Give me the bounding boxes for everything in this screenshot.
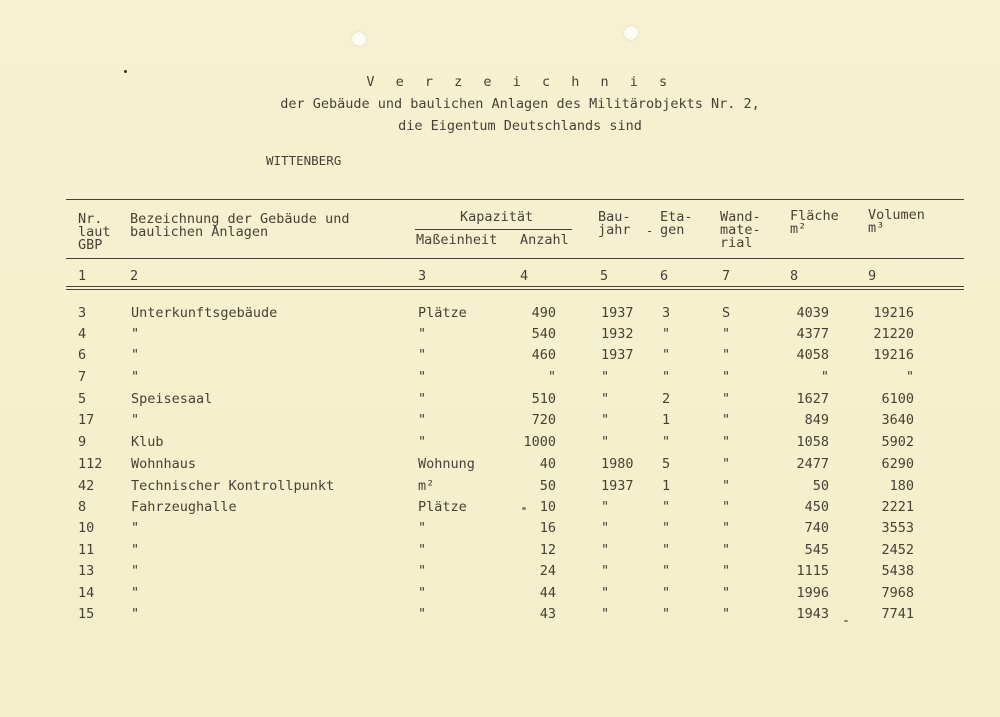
cell-etagen: 5 [662, 456, 671, 472]
cell-etagen: 3 [662, 305, 671, 321]
cell-nr: 11 [78, 542, 95, 558]
cell-masseinheit: " [418, 542, 427, 558]
cell-masseinheit: " [418, 520, 427, 536]
cell-etagen: " [662, 499, 671, 515]
cell-anzahl: 12 [539, 542, 556, 558]
cell-nr: 6 [78, 347, 87, 363]
column-number: 7 [722, 268, 731, 284]
ink-speck [844, 620, 848, 622]
column-number: 2 [130, 268, 139, 284]
column-number-rule [66, 286, 964, 287]
column-number: 9 [868, 268, 877, 284]
header-wandmaterial: Wand- mate- rial [720, 209, 761, 251]
cell-flaeche: 1115 [796, 563, 829, 579]
cell-nr: 3 [78, 305, 87, 321]
document-subtitle-line: die Eigentum Deutschlands sind [398, 118, 642, 134]
document-title: V e r z e i c h n i s [366, 74, 674, 90]
cell-anzahl: 24 [539, 563, 556, 579]
column-number: 6 [660, 268, 669, 284]
cell-wandmaterial: " [722, 456, 731, 472]
cell-baujahr: " [601, 434, 610, 450]
cell-wandmaterial: " [722, 391, 731, 407]
cell-volumen: 2452 [881, 542, 914, 558]
cell-volumen: 3640 [881, 412, 914, 428]
cell-masseinheit: m² [418, 478, 435, 494]
cell-baujahr: 1937 [601, 478, 634, 494]
cell-wandmaterial: " [722, 520, 731, 536]
cell-wandmaterial: " [722, 347, 731, 363]
cell-anzahl: 1000 [523, 434, 556, 450]
cell-masseinheit: Wohnung [418, 456, 475, 472]
cell-volumen: 7741 [881, 606, 914, 622]
cell-etagen: " [662, 369, 671, 385]
punch-hole [623, 25, 639, 41]
location-label: WITTENBERG [266, 153, 342, 168]
cell-volumen: 2221 [881, 499, 914, 515]
cell-bezeichnung: " [131, 369, 140, 385]
cell-wandmaterial: " [722, 542, 731, 558]
cell-flaeche: 1996 [796, 585, 829, 601]
cell-bezeichnung: Wohnhaus [131, 456, 197, 472]
cell-volumen: 19216 [873, 305, 914, 321]
cell-baujahr: " [601, 585, 610, 601]
cell-bezeichnung: " [131, 606, 140, 622]
cell-etagen: " [662, 585, 671, 601]
cell-volumen: 180 [889, 478, 914, 494]
cell-bezeichnung: Technischer Kontrollpunkt [131, 478, 335, 494]
cell-wandmaterial: " [722, 434, 731, 450]
cell-flaeche: 4377 [796, 326, 829, 342]
cell-baujahr: " [601, 542, 610, 558]
column-number: 5 [600, 268, 609, 284]
punch-hole [351, 31, 367, 47]
cell-flaeche: 450 [804, 499, 829, 515]
cell-anzahl: 10 [539, 499, 556, 515]
cell-baujahr: 1937 [601, 305, 634, 321]
cell-nr: 9 [78, 434, 87, 450]
ink-speck [522, 507, 526, 510]
cell-volumen: 5902 [881, 434, 914, 450]
ink-speck [124, 70, 127, 73]
cell-volumen: " [905, 369, 914, 385]
cell-flaeche: 1943 [796, 606, 829, 622]
column-number: 1 [78, 268, 87, 284]
cell-nr: 10 [78, 520, 95, 536]
header-kapazitaet: Kapazität [460, 209, 534, 225]
cell-wandmaterial: " [722, 563, 731, 579]
cell-etagen: " [662, 520, 671, 536]
cell-anzahl: 16 [539, 520, 556, 536]
header-baujahr: Bau- jahr [598, 209, 631, 238]
cell-bezeichnung: " [131, 542, 140, 558]
cell-anzahl: 44 [539, 585, 556, 601]
cell-nr: 8 [78, 499, 87, 515]
cell-masseinheit: " [418, 585, 427, 601]
cell-masseinheit: " [418, 412, 427, 428]
cell-volumen: 21220 [873, 326, 914, 342]
cell-masseinheit: Plätze [418, 499, 467, 515]
cell-nr: 42 [78, 478, 95, 494]
cell-wandmaterial: " [722, 499, 731, 515]
cell-etagen: " [662, 434, 671, 450]
header-volumen: Volumen m³ [868, 207, 925, 236]
cell-etagen: " [662, 347, 671, 363]
cell-etagen: " [662, 563, 671, 579]
cell-etagen: " [662, 606, 671, 622]
cell-flaeche: 740 [804, 520, 829, 536]
header-bottom-rule [66, 258, 964, 259]
cell-flaeche: 4058 [796, 347, 829, 363]
cell-nr: 4 [78, 326, 87, 342]
cell-masseinheit: " [418, 391, 427, 407]
cell-etagen: 2 [662, 391, 671, 407]
cell-nr: 13 [78, 563, 95, 579]
cell-baujahr: 1980 [601, 456, 634, 472]
cell-baujahr: " [601, 606, 610, 622]
cell-anzahl: 720 [531, 412, 556, 428]
cell-baujahr: " [601, 412, 610, 428]
cell-anzahl: 540 [531, 326, 556, 342]
column-number-rule [66, 289, 964, 290]
cell-bezeichnung: Klub [131, 434, 164, 450]
cell-etagen: 1 [662, 412, 671, 428]
cell-flaeche: 2477 [796, 456, 829, 472]
cell-anzahl: 50 [539, 478, 556, 494]
cell-nr: 112 [78, 456, 103, 472]
cell-masseinheit: Plätze [418, 305, 467, 321]
cell-bezeichnung: " [131, 347, 140, 363]
cell-bezeichnung: Fahrzeughalle [131, 499, 237, 515]
column-number: 3 [418, 268, 427, 284]
cell-baujahr: 1932 [601, 326, 634, 342]
header-etagen: Eta- gen [660, 209, 693, 238]
cell-bezeichnung: " [131, 563, 140, 579]
cell-nr: 7 [78, 369, 87, 385]
cell-baujahr: " [601, 499, 610, 515]
cell-volumen: 3553 [881, 520, 914, 536]
cell-bezeichnung: " [131, 412, 140, 428]
cell-wandmaterial: S [722, 305, 731, 321]
cell-anzahl: " [547, 369, 556, 385]
cell-etagen: 1 [662, 478, 671, 494]
cell-baujahr: 1937 [601, 347, 634, 363]
cell-bezeichnung: Speisesaal [131, 391, 213, 407]
cell-baujahr: " [601, 369, 610, 385]
cell-flaeche: 1058 [796, 434, 829, 450]
cell-flaeche: 1627 [796, 391, 829, 407]
document-subtitle-line: der Gebäude und baulichen Anlagen des Militärobjekts Nr. 2, [280, 96, 760, 112]
hyphen-mark: - [646, 224, 654, 238]
header-nr: Nr. laut GBP [78, 211, 111, 253]
cell-volumen: 6290 [881, 456, 914, 472]
cell-anzahl: 460 [531, 347, 556, 363]
cell-nr: 14 [78, 585, 95, 601]
cell-flaeche: 545 [804, 542, 829, 558]
cell-bezeichnung: " [131, 520, 140, 536]
cell-anzahl: 40 [539, 456, 556, 472]
cell-nr: 15 [78, 606, 95, 622]
cell-bezeichnung: Unterkunftsgebäude [131, 305, 278, 321]
cell-masseinheit: " [418, 326, 427, 342]
column-number: 8 [790, 268, 799, 284]
cell-baujahr: " [601, 563, 610, 579]
cell-anzahl: 510 [531, 391, 556, 407]
cell-anzahl: 43 [539, 606, 556, 622]
cell-flaeche: 50 [812, 478, 829, 494]
cell-nr: 17 [78, 412, 95, 428]
cell-baujahr: " [601, 391, 610, 407]
kapazitaet-subrule [415, 229, 572, 230]
cell-wandmaterial: " [722, 478, 731, 494]
cell-wandmaterial: " [722, 606, 731, 622]
cell-wandmaterial: " [722, 412, 731, 428]
cell-masseinheit: " [418, 606, 427, 622]
cell-etagen: " [662, 326, 671, 342]
cell-anzahl: 490 [531, 305, 556, 321]
cell-flaeche: 4039 [796, 305, 829, 321]
cell-volumen: 7968 [881, 585, 914, 601]
cell-volumen: 6100 [881, 391, 914, 407]
cell-masseinheit: " [418, 434, 427, 450]
column-number: 4 [520, 268, 529, 284]
cell-volumen: 19216 [873, 347, 914, 363]
cell-wandmaterial: " [722, 585, 731, 601]
cell-wandmaterial: " [722, 326, 731, 342]
header-flaeche: Fläche m² [790, 208, 839, 237]
cell-bezeichnung: " [131, 326, 140, 342]
cell-wandmaterial: " [722, 369, 731, 385]
cell-flaeche: 849 [804, 412, 829, 428]
cell-masseinheit: " [418, 369, 427, 385]
cell-nr: 5 [78, 391, 87, 407]
cell-etagen: " [662, 542, 671, 558]
header-anzahl: Anzahl [520, 232, 569, 248]
header-bezeichnung: Bezeichnung der Gebäude und baulichen Anlagen [130, 211, 350, 240]
table-top-rule [66, 199, 964, 200]
cell-bezeichnung: " [131, 585, 140, 601]
header-masseinheit: Maßeinheit [416, 232, 498, 248]
cell-masseinheit: " [418, 563, 427, 579]
cell-baujahr: " [601, 520, 610, 536]
cell-masseinheit: " [418, 347, 427, 363]
cell-volumen: 5438 [881, 563, 914, 579]
cell-flaeche: " [820, 369, 829, 385]
